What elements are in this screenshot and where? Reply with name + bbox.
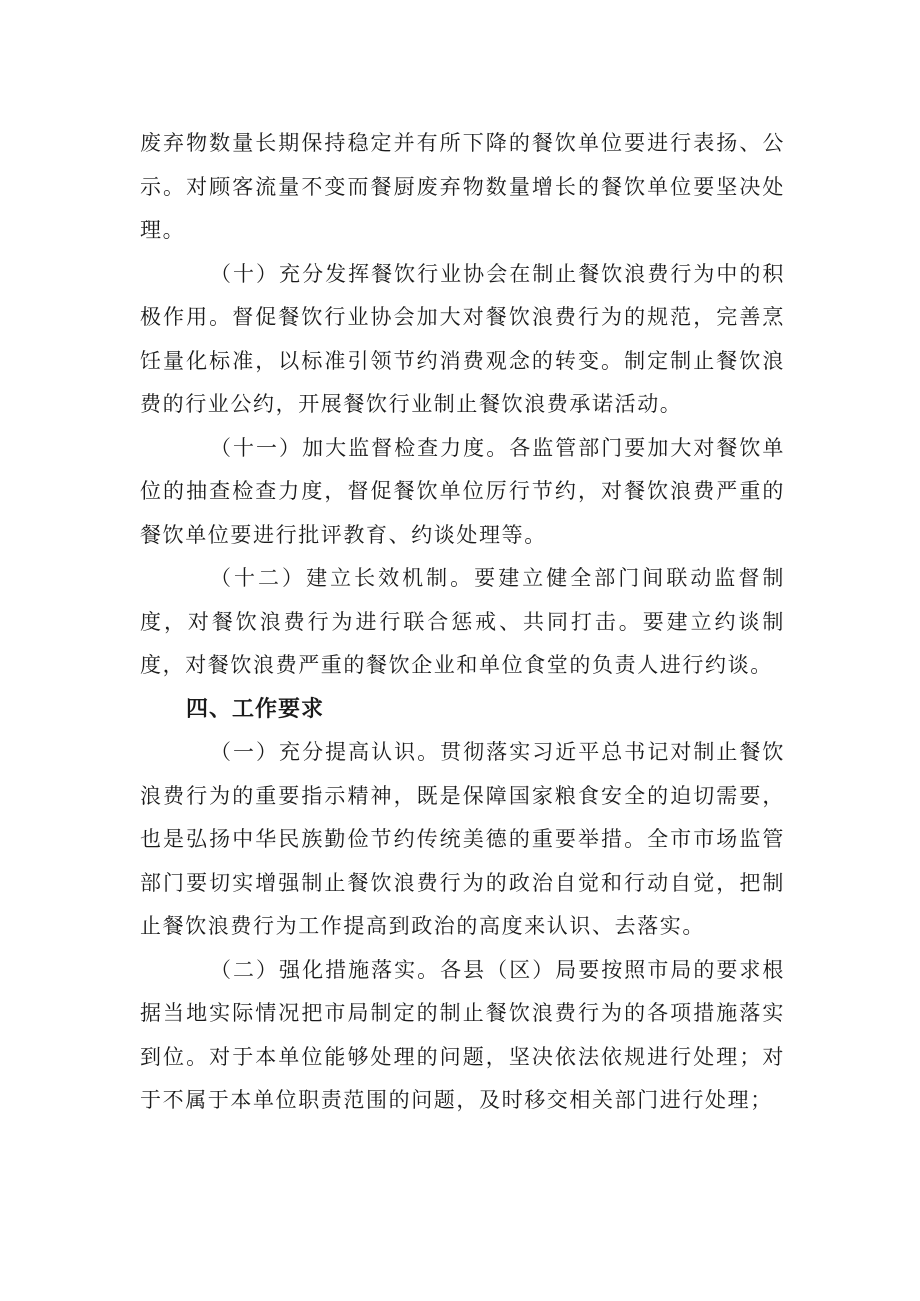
document-body xyxy=(140,122,785,1123)
paragraph-item-10: （十）充分发挥餐饮行业协会在制止餐饮浪费行为中的积极作用。督促餐饮行业协会加大对餐饮浪费行为的规范，完善烹饪量化标准，以标准引领节约消费观念的转变。制定制止餐饮浪费的行业公约，开展餐饮行业制止餐饮浪费承诺活动。 xyxy=(140,261,785,416)
paragraph-item-11: （十一）加大监督检查力度。各监管部门要加大对餐饮单位的抽查检查力度，督促餐饮单位厉行节约，对餐饮浪费严重的餐饮单位要进行批评教育、约谈处理等。 xyxy=(140,435,785,547)
section-heading: 四、工作要求 xyxy=(186,696,325,722)
requirement-item-1: （一）充分提高认识。贯彻落实习近平总书记对制止餐饮浪费行为的重要指示精神，既是保障国家粮食安全的迫切需要，也是弘扬中华民族勤俭节约传统美德的重要举措。全市市场监管部门要切实增强制止餐饮浪费行为的政治自觉和行动自觉，把制止餐饮浪费行为工作提高到政治的高度来认识、去落实。 xyxy=(140,740,785,938)
paragraph-continued: 废弃物数量长期保持稳定并有所下降的餐饮单位要进行表扬、公示。对顾客流量不变而餐厨废弃物数量增长的餐饮单位要坚决处理。 xyxy=(140,131,785,242)
paragraph-item-12: （十二）建立长效机制。要建立健全部门间联动监督制度，对餐饮浪费行为进行联合惩戒、共同打击。要建立约谈制度，对餐饮浪费严重的餐饮企业和单位食堂的负责人进行约谈。 xyxy=(140,566,785,677)
requirement-item-2: （二）强化措施落实。各县（区）局要按照市局的要求根据当地实际情况把市局制定的制止餐饮浪费行为的各项措施落实到位。对于本单位能够处理的问题，坚决依法依规进行处理；对于不属于本单位职责范围的问题，及时移交相关部门进行处理； xyxy=(140,957,785,1112)
